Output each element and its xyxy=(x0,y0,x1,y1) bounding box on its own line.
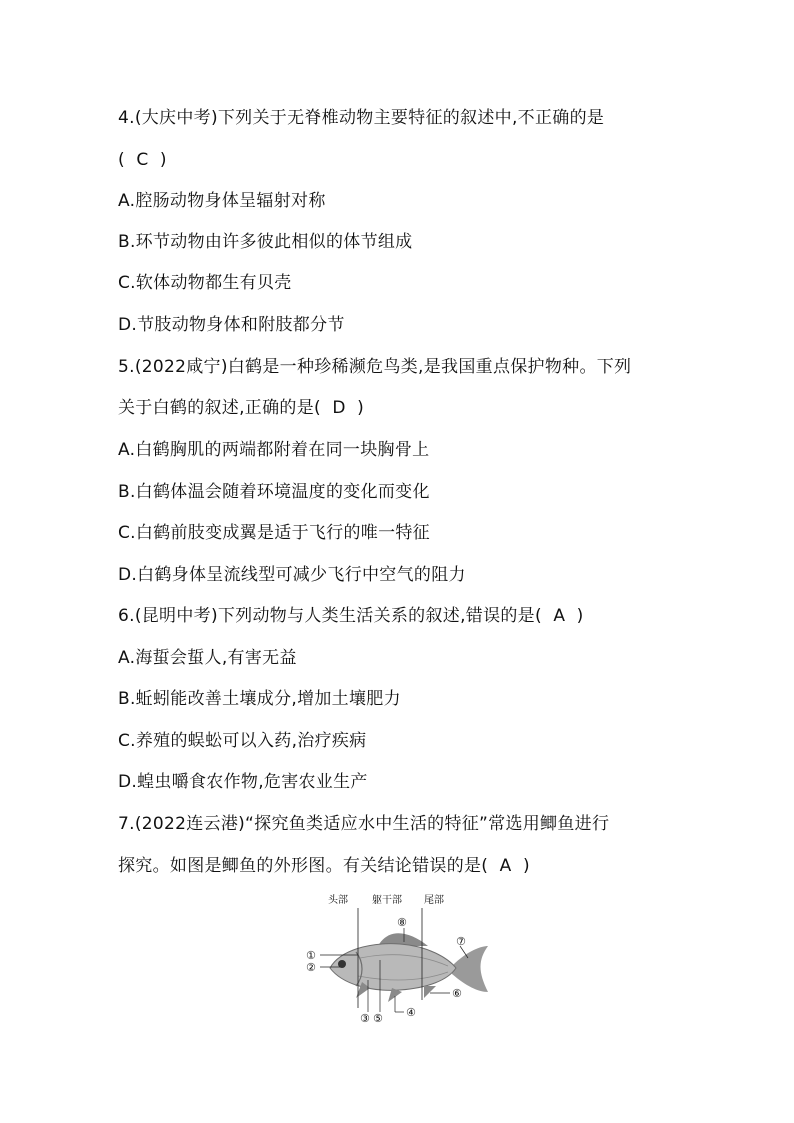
q6-stem-line1: 6.(昆明中考)下列动物与人类生活关系的叙述,错误的是( A ) xyxy=(118,606,584,626)
q6-option-a: A.海蜇会蜇人,有害无益 xyxy=(118,648,297,668)
q4-stem-line1: 4.(大庆中考)下列关于无脊椎动物主要特征的叙述中,不正确的是 xyxy=(118,108,605,128)
caudal-fin xyxy=(452,946,488,992)
q4-option-b: B.环节动物由许多彼此相似的体节组成 xyxy=(118,232,413,252)
marker-8: ⑧ xyxy=(397,916,407,929)
marker-2: ② xyxy=(306,961,316,974)
marker-5: ⑤ xyxy=(373,1012,383,1025)
q7-stem-line2: 探究。如图是鲫鱼的外形图。有关结论错误的是( A ) xyxy=(118,856,530,876)
q7-stem-line1: 7.(2022连云港)“探究鱼类适应水中生活的特征”常选用鲫鱼进行 xyxy=(118,814,610,834)
marker-7: ⑦ xyxy=(456,935,466,948)
q4-option-d: D.节肢动物身体和附肢都分节 xyxy=(118,315,345,335)
q4-stem-line2: ( C ) xyxy=(118,150,167,170)
label-tail: 尾部 xyxy=(424,895,444,906)
q5-stem-line2: 关于白鹤的叙述,正确的是( D ) xyxy=(118,398,365,418)
q6-option-b: B.蚯蚓能改善土壤成分,增加土壤肥力 xyxy=(118,689,401,709)
label-head: 头部 xyxy=(328,895,348,906)
q5-option-c: C.白鹤前肢变成翼是适于飞行的唯一特征 xyxy=(118,523,430,543)
marker-4: ④ xyxy=(406,1006,416,1019)
crucian-carp-figure xyxy=(300,888,500,1028)
q5-option-a: A.白鹤胸肌的两端都附着在同一块胸骨上 xyxy=(118,440,430,460)
q5-option-b: B.白鹤体温会随着环境温度的变化而变化 xyxy=(118,482,430,502)
q6-option-c: C.养殖的蜈蚣可以入药,治疗疾病 xyxy=(118,731,367,751)
marker-1: ① xyxy=(306,949,316,962)
marker-3: ③ xyxy=(360,1012,370,1025)
label-trunk: 躯干部 xyxy=(372,895,402,906)
q5-option-d: D.白鹤身体呈流线型可减少飞行中空气的阻力 xyxy=(118,565,466,585)
marker-6: ⑥ xyxy=(452,987,462,1000)
q4-option-c: C.软体动物都生有贝壳 xyxy=(118,273,292,293)
fish-body xyxy=(330,944,456,991)
anal-fin xyxy=(424,986,436,998)
q4-option-a: A.腔肠动物身体呈辐射对称 xyxy=(118,191,326,211)
q5-stem-line1: 5.(2022咸宁)白鹤是一种珍稀濒危鸟类,是我国重点保护物种。下列 xyxy=(118,357,632,377)
q6-option-d: D.蝗虫嚼食农作物,危害农业生产 xyxy=(118,772,368,792)
